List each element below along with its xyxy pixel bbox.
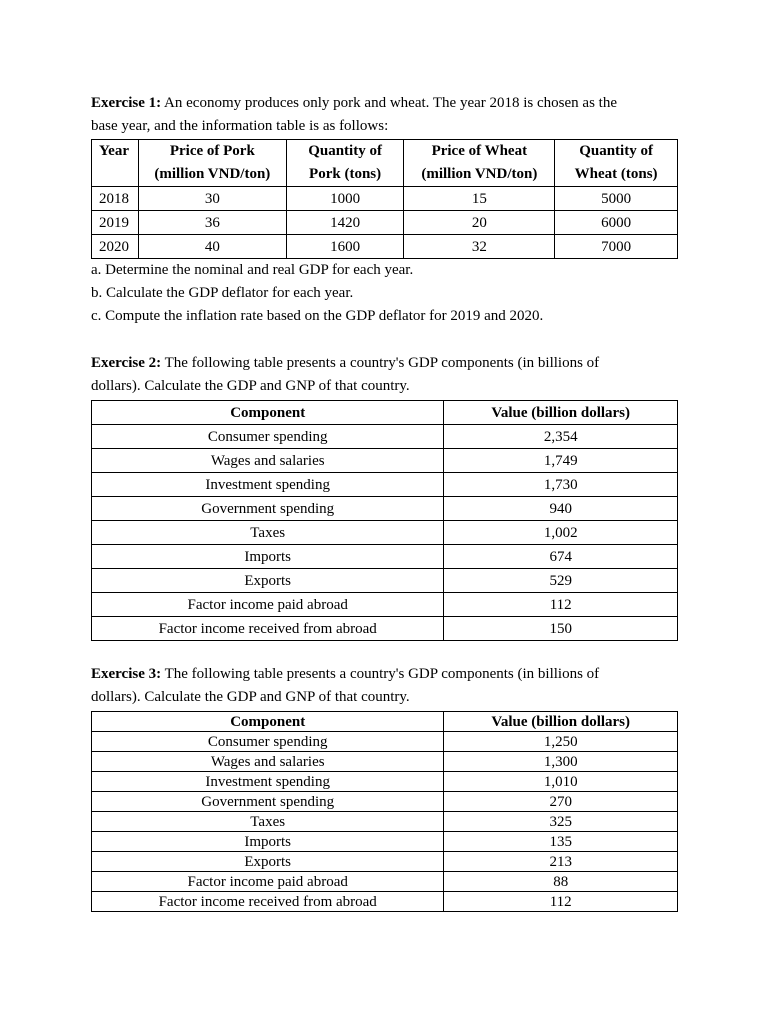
exercise-1-text-line1: An economy produces only pork and wheat. The year 2018 is chosen as the xyxy=(161,95,617,111)
table-row xyxy=(92,425,678,449)
cell-price-pork: 36 xyxy=(138,211,286,235)
cell-price-pork: 30 xyxy=(138,187,286,211)
table-row xyxy=(92,752,678,772)
cell-year: 2019 xyxy=(92,211,139,235)
exercise-2-text-line2: dollars). Calculate the GDP and GNP of that country. xyxy=(91,378,410,394)
question-b: b. Calculate the GDP deflator for each year. xyxy=(91,285,354,301)
table-header-row xyxy=(92,401,678,425)
cell-value: 112 xyxy=(444,593,678,617)
cell-component: Government spending xyxy=(92,792,444,812)
cell-value: 2,354 xyxy=(444,425,678,449)
cell-component: Exports xyxy=(92,569,444,593)
cell-value: 325 xyxy=(444,812,678,832)
header-price-wheat: Price of Wheat (million VND/ton) xyxy=(404,140,555,187)
cell-value: 940 xyxy=(444,497,678,521)
exercise-1-table xyxy=(91,139,678,259)
table-row xyxy=(92,812,678,832)
table-row xyxy=(92,872,678,892)
table-row xyxy=(92,521,678,545)
cell-component: Imports xyxy=(92,832,444,852)
cell-value: 1,749 xyxy=(444,449,678,473)
cell-quantity-pork: 1000 xyxy=(286,187,404,211)
document-page xyxy=(91,92,679,912)
header-value: Value (billion dollars) xyxy=(444,712,678,732)
cell-value: 112 xyxy=(444,892,678,912)
cell-quantity-pork: 1600 xyxy=(286,235,404,259)
table-row xyxy=(92,187,678,211)
cell-quantity-pork: 1420 xyxy=(286,211,404,235)
cell-component: Factor income received from abroad xyxy=(92,892,444,912)
table-row xyxy=(92,473,678,497)
exercise-2-label: Exercise 2: xyxy=(91,355,162,371)
cell-component: Factor income paid abroad xyxy=(92,872,444,892)
cell-component: Taxes xyxy=(92,521,444,545)
cell-value: 1,010 xyxy=(444,772,678,792)
table-row xyxy=(92,792,678,812)
cell-value: 150 xyxy=(444,617,678,641)
exercise-3-table xyxy=(91,711,678,912)
cell-value: 1,002 xyxy=(444,521,678,545)
cell-component: Government spending xyxy=(92,497,444,521)
table-row xyxy=(92,235,678,259)
cell-value: 213 xyxy=(444,852,678,872)
cell-price-wheat: 32 xyxy=(404,235,555,259)
table-row xyxy=(92,545,678,569)
exercise-3-text-line1: The following table presents a country's GDP components (in billions of xyxy=(161,666,600,682)
cell-component: Consumer spending xyxy=(92,425,444,449)
cell-component: Taxes xyxy=(92,812,444,832)
question-c: c. Compute the inflation rate based on the GDP deflator for 2019 and 2020. xyxy=(91,308,544,324)
header-quantity-pork: Quantity of Pork (tons) xyxy=(286,140,404,187)
exercise-1-intro xyxy=(91,92,679,115)
cell-year: 2018 xyxy=(92,187,139,211)
exercise-2-text-line1: The following table presents a country's GDP components (in billions of xyxy=(161,355,600,371)
table-row xyxy=(92,852,678,872)
question-a: a. Determine the nominal and real GDP for each year. xyxy=(91,262,414,278)
exercise-3-label: Exercise 3: xyxy=(91,666,162,682)
cell-value: 1,300 xyxy=(444,752,678,772)
cell-price-pork: 40 xyxy=(138,235,286,259)
exercise-3 xyxy=(91,663,679,912)
header-component: Component xyxy=(92,712,444,732)
exercise-1-label: Exercise 1: xyxy=(91,95,162,111)
table-row xyxy=(92,593,678,617)
cell-value: 135 xyxy=(444,832,678,852)
table-header-row xyxy=(92,712,678,732)
exercise-2 xyxy=(91,352,679,641)
header-quantity-wheat: Quantity of Wheat (tons) xyxy=(555,140,678,187)
cell-quantity-wheat: 6000 xyxy=(555,211,678,235)
cell-component: Wages and salaries xyxy=(92,752,444,772)
cell-component: Investment spending xyxy=(92,772,444,792)
cell-value: 1,730 xyxy=(444,473,678,497)
cell-component: Exports xyxy=(92,852,444,872)
table-row xyxy=(92,892,678,912)
exercise-2-table xyxy=(91,400,678,641)
cell-component: Investment spending xyxy=(92,473,444,497)
table-row xyxy=(92,617,678,641)
exercise-3-intro xyxy=(91,663,679,686)
header-price-pork: Price of Pork (million VND/ton) xyxy=(138,140,286,187)
cell-component: Wages and salaries xyxy=(92,449,444,473)
cell-value: 270 xyxy=(444,792,678,812)
table-row xyxy=(92,772,678,792)
cell-component: Consumer spending xyxy=(92,732,444,752)
exercise-3-text-line2: dollars). Calculate the GDP and GNP of that country. xyxy=(91,689,410,705)
header-component: Component xyxy=(92,401,444,425)
table-row xyxy=(92,732,678,752)
cell-quantity-wheat: 7000 xyxy=(555,235,678,259)
table-row xyxy=(92,211,678,235)
cell-value: 529 xyxy=(444,569,678,593)
cell-year: 2020 xyxy=(92,235,139,259)
table-row xyxy=(92,569,678,593)
exercise-1-questions xyxy=(91,259,679,328)
table-row xyxy=(92,497,678,521)
cell-price-wheat: 20 xyxy=(404,211,555,235)
header-year: Year xyxy=(92,140,139,187)
exercise-2-intro xyxy=(91,352,679,375)
cell-price-wheat: 15 xyxy=(404,187,555,211)
cell-value: 88 xyxy=(444,872,678,892)
cell-value: 1,250 xyxy=(444,732,678,752)
cell-quantity-wheat: 5000 xyxy=(555,187,678,211)
table-row xyxy=(92,832,678,852)
cell-component: Factor income paid abroad xyxy=(92,593,444,617)
exercise-1-text-line2: base year, and the information table is as follows: xyxy=(91,118,389,134)
cell-component: Factor income received from abroad xyxy=(92,617,444,641)
header-value: Value (billion dollars) xyxy=(444,401,678,425)
table-row xyxy=(92,449,678,473)
table-header-row xyxy=(92,140,678,187)
cell-value: 674 xyxy=(444,545,678,569)
exercise-1 xyxy=(91,92,679,328)
cell-component: Imports xyxy=(92,545,444,569)
